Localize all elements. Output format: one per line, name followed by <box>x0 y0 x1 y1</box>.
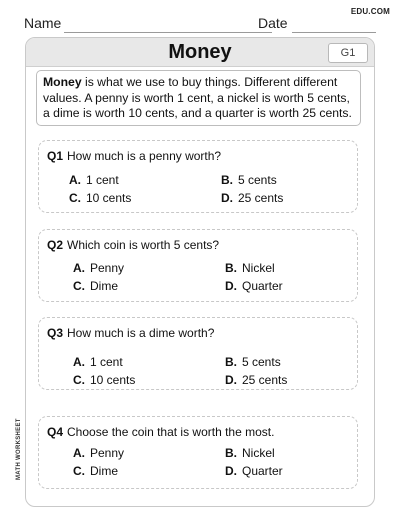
option-c[interactable] <box>73 373 135 387</box>
option-d[interactable] <box>225 464 283 478</box>
option-d[interactable] <box>221 191 283 205</box>
option-text: 1 cent <box>90 355 123 369</box>
option-c[interactable] <box>73 464 118 478</box>
option-letter: C. <box>69 191 81 205</box>
grade-badge: G1 <box>328 43 368 63</box>
option-letter: A. <box>73 355 85 369</box>
option-letter: B. <box>225 261 237 275</box>
option-c[interactable] <box>73 279 118 293</box>
name-label: Name <box>24 15 62 31</box>
question-number: Q4 <box>47 425 64 439</box>
intro-box <box>36 70 361 126</box>
question-3 <box>38 317 358 390</box>
option-text: 25 cents <box>242 373 288 387</box>
intro-text: is what we use to buy things. Different different values. A penny is worth 1 cent, a nickel is worth 5 cents, a dime is worth 10 cents, and a quarter is worth 25 cents. <box>43 75 352 120</box>
option-letter: D. <box>225 279 237 293</box>
option-d[interactable] <box>225 279 283 293</box>
intro-bold-word: Money <box>43 75 82 89</box>
option-text: Dime <box>90 279 119 293</box>
option-letter: C. <box>73 464 85 478</box>
question-prompt <box>47 326 214 340</box>
question-text: How much is a penny worth? <box>67 149 222 163</box>
question-text: How much is a dime worth? <box>67 326 215 340</box>
option-c[interactable] <box>69 191 131 205</box>
option-text: 5 cents <box>238 173 277 187</box>
option-a[interactable] <box>73 446 124 460</box>
option-letter: C. <box>73 373 85 387</box>
date-label: Date <box>258 15 288 31</box>
option-text: 10 cents <box>90 373 136 387</box>
question-1 <box>38 140 358 213</box>
option-letter: B. <box>225 355 237 369</box>
worksheet-header <box>26 38 374 67</box>
question-number: Q3 <box>47 326 64 340</box>
option-letter: A. <box>73 261 85 275</box>
name-date-row <box>24 15 376 33</box>
option-text: Nickel <box>242 446 275 460</box>
question-4 <box>38 416 358 489</box>
option-d[interactable] <box>225 373 287 387</box>
option-text: Penny <box>90 261 125 275</box>
date-line[interactable] <box>292 32 376 33</box>
option-text: Nickel <box>242 261 275 275</box>
option-text: 5 cents <box>242 355 281 369</box>
worksheet-title: Money <box>168 41 232 63</box>
question-number: Q1 <box>47 149 64 163</box>
option-letter: D. <box>225 373 237 387</box>
option-b[interactable] <box>225 261 275 275</box>
option-letter: B. <box>221 173 233 187</box>
option-text: 25 cents <box>238 191 284 205</box>
side-label: MATH WORKSHEET <box>16 418 22 480</box>
question-prompt <box>47 425 274 439</box>
option-b[interactable] <box>225 355 281 369</box>
question-prompt <box>47 238 219 252</box>
brand-logo: EDU.COM <box>350 7 390 16</box>
option-text: 1 cent <box>86 173 119 187</box>
option-letter: D. <box>221 191 233 205</box>
option-a[interactable] <box>69 173 119 187</box>
name-line[interactable] <box>64 32 272 33</box>
question-number: Q2 <box>47 238 64 252</box>
option-letter: D. <box>225 464 237 478</box>
option-b[interactable] <box>221 173 277 187</box>
question-text: Which coin is worth 5 cents? <box>67 238 220 252</box>
option-text: Quarter <box>242 279 283 293</box>
question-2 <box>38 229 358 302</box>
option-b[interactable] <box>225 446 275 460</box>
question-prompt <box>47 149 221 163</box>
option-text: Penny <box>90 446 125 460</box>
option-letter: A. <box>69 173 81 187</box>
option-text: 10 cents <box>86 191 132 205</box>
option-a[interactable] <box>73 261 124 275</box>
option-a[interactable] <box>73 355 123 369</box>
option-text: Dime <box>90 464 119 478</box>
option-letter: C. <box>73 279 85 293</box>
option-text: Quarter <box>242 464 283 478</box>
option-letter: A. <box>73 446 85 460</box>
option-letter: B. <box>225 446 237 460</box>
question-text: Choose the coin that is worth the most. <box>67 425 275 439</box>
